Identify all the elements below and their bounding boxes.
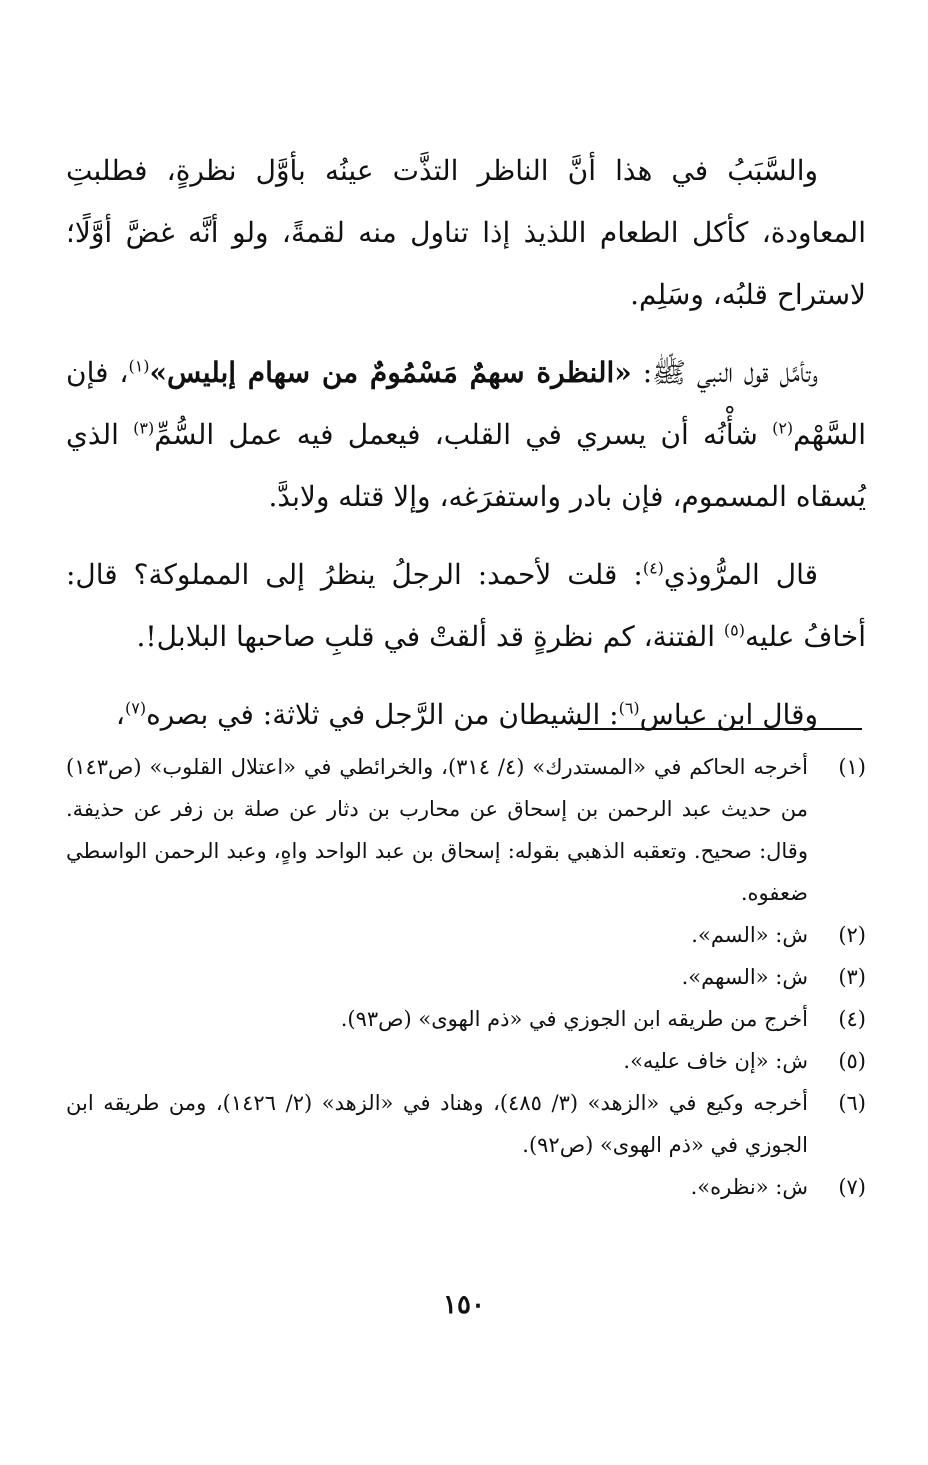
footnote-number: (٤) — [838, 1007, 866, 1031]
paragraph-text: وتأمَّل قول النبي ﷺ: — [631, 356, 819, 389]
page-number: ١٥٠ — [443, 1290, 485, 1320]
footnote-ref: (٣) — [133, 418, 155, 438]
footnote-text: أخرجه وكيع في «الزهد» (٣/ ٤٨٥)، وهناد في «الزهد» (٢/ ١٤٢٦)، ومن طريقه ابن الجوزي في «ذم الهوى» (ص٩٢). — [66, 1091, 808, 1157]
footnote-1 — [66, 746, 866, 914]
footnote-ref: (٦) — [618, 698, 640, 718]
footnote-text: أخرجه الحاكم في «المستدرك» (٤/ ٣١٤)، والخرائطي في «اعتلال القلوب» (ص١٤٣) من حديث عبد الرحمن بن إسحاق عن محارب بن دثار عن صلة بن زفر عن حذيفة. وقال: صحيح. وتعقبه الذهبي بقوله: إسحاق بن عبد الواحد واهٍ، وعبد الرحمن الواسطي ضعفوه. — [66, 755, 808, 905]
footnote-text: أخرج من طريقه ابن الجوزي في «ذم الهوى» (ص٩٣). — [340, 1007, 808, 1031]
footnote-6 — [66, 1082, 866, 1166]
footnote-2 — [66, 914, 866, 956]
paragraph-text: ، فإن السَّهْم — [66, 356, 866, 451]
footnote-ref: (٥) — [723, 620, 746, 640]
paragraph-2 — [66, 342, 866, 528]
footnote-ref: (١) — [128, 356, 150, 376]
paragraph-text: الفتنة، كم نظرةٍ قد ألقتْ في قلبِ صاحبها البلابل!. — [136, 620, 724, 653]
footnote-separator — [578, 728, 862, 730]
footnote-5 — [66, 1040, 866, 1082]
footnote-number: (٣) — [838, 965, 866, 989]
paragraph-text: وقال ابن عباس — [639, 698, 818, 731]
paragraph-4 — [66, 684, 866, 746]
paragraph-3 — [66, 544, 866, 668]
main-text — [66, 140, 866, 762]
footnote-ref: (٤) — [642, 558, 664, 578]
footnote-text: ش: «السهم». — [681, 965, 808, 989]
paragraph-text: : الشيطان من الرَّجل في ثلاثة: في بصره — [146, 698, 619, 731]
paragraph-1 — [66, 140, 866, 326]
footnote-3 — [66, 956, 866, 998]
footnote-number: (٥) — [838, 1049, 866, 1073]
footnote-text: ش: «إن خاف عليه». — [623, 1049, 808, 1073]
hadith-quote: «النظرة سهمٌ مَسْمُومٌ من سهام إبليس» — [149, 356, 632, 389]
footnote-number: (١) — [838, 755, 866, 779]
paragraph-text: ، — [115, 698, 125, 731]
paragraph-text: الذي يُسقاه المسموم، فإن بادر واستفرَغه، وإلا قتله ولابدَّ. — [66, 418, 866, 513]
paragraph-text: شأْنُه أن يسري في القلب، فيعمل فيه عمل السُّمِّ — [154, 418, 773, 451]
footnotes — [66, 746, 866, 1208]
footnote-number: (٢) — [838, 923, 866, 947]
footnote-text: ش: «السم». — [691, 923, 808, 947]
footnote-number: (٧) — [838, 1175, 866, 1199]
footnote-ref: (٢) — [772, 418, 794, 438]
footnote-7 — [66, 1166, 866, 1208]
footnote-4 — [66, 998, 866, 1040]
footnote-number: (٦) — [838, 1091, 866, 1115]
footnote-text: ش: «نظره». — [690, 1175, 808, 1199]
paragraph-text: قال المرُّوذي — [663, 558, 818, 591]
footnote-ref: (٧) — [124, 698, 147, 718]
paragraph-text: والسَّبَبُ في هذا أنَّ الناظر التذَّت عينُه بأوَّل نظرةٍ، فطلبتِ المعاودة، كأكل الطعام اللذيذ إذا تناول منه لقمةً، ولو أنَّه غضَّ أوَّلًا؛ لاستراح قلبُه، وسَلِم. — [66, 154, 866, 311]
paragraph-text: : قلت لأحمد: الرجلُ ينظرُ إلى المملوكة؟ قال: أخافُ عليه — [66, 558, 866, 653]
